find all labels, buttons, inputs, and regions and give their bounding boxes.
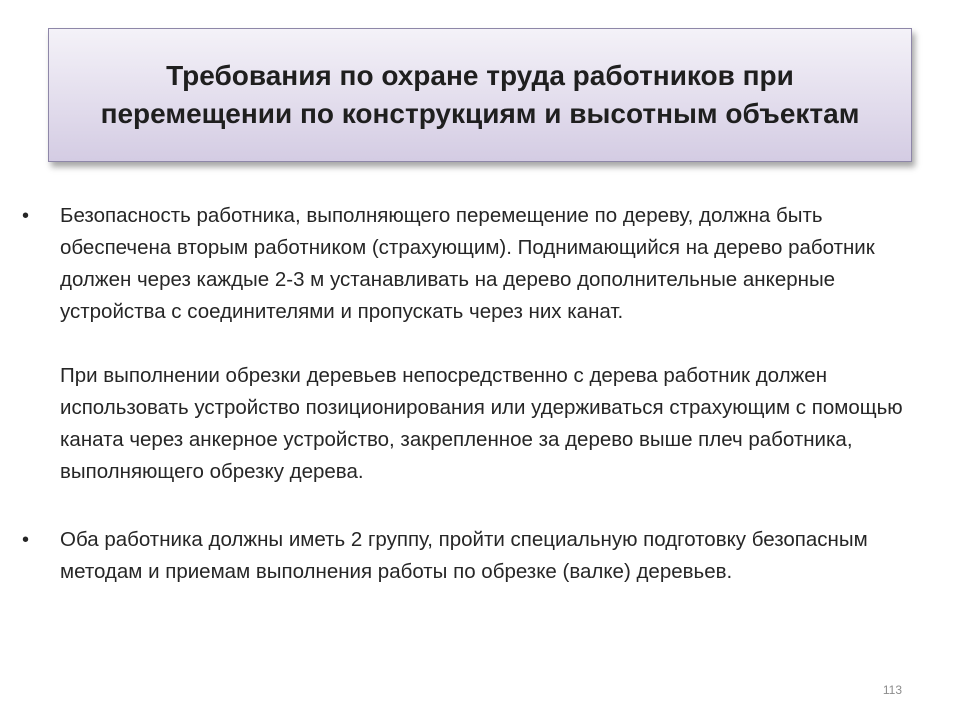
bullet-item bbox=[20, 200, 920, 488]
slide-title-box bbox=[48, 28, 912, 162]
bullet-paragraph: При выполнении обрезки деревьев непосредственно с дерева работник должен использовать устройство позиционирования или удерживаться страхующим с помощью каната через анкерное устройство, закрепленное за дерево выше плеч работника, выполняющего обрезку дерева. bbox=[60, 364, 903, 483]
slide-content bbox=[20, 200, 920, 588]
bullet-paragraph: Безопасность работника, выполняющего перемещение по дереву, должна быть обеспечена вторым работником (страхующим). Поднимающийся на дерево работник должен через каждые 2-3 м устанавливать на дерево дополнительные анкерные устройства с соединителями и пропускать через них канат. bbox=[60, 204, 875, 323]
bullet-item bbox=[20, 524, 920, 588]
slide-title: Требования по охране труда работников при перемещении по конструкциям и высотным объектам bbox=[100, 60, 860, 129]
slide-number: 113 bbox=[882, 683, 902, 697]
bullet-marker: • bbox=[22, 205, 30, 227]
bullet-paragraph: Оба работника должны иметь 2 группу, пройти специальную подготовку безопасным методам и приемам выполнения работы по обрезке (валке) деревьев. bbox=[60, 528, 868, 583]
bullet-marker: • bbox=[22, 529, 30, 551]
